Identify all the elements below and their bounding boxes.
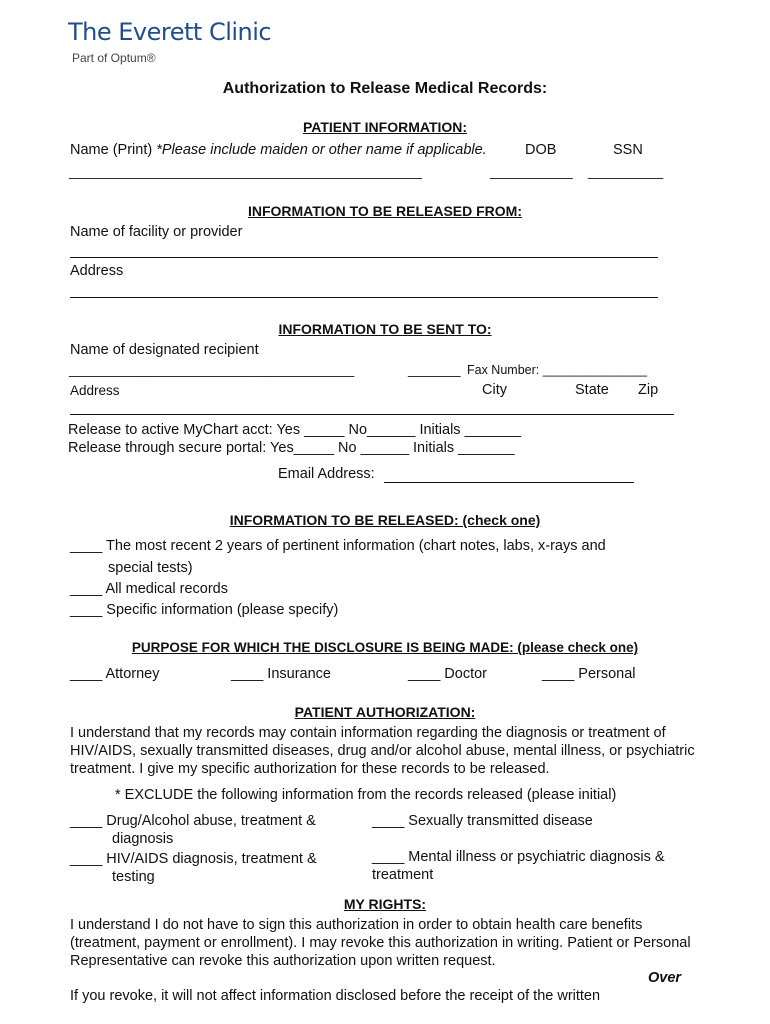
my-rights-paragraph: I understand I do not have to sign this authorization in order to obtain health care benefits (treatment, payment or enrollment). I may revoke this authorization in writing. Patient or Personal Representative can revoke this authorization upon written request. [70,917,691,969]
purpose-heading: PURPOSE FOR WHICH THE DISCLOSURE IS BEING MADE: (please check one) [131,640,639,655]
option-recent-records[interactable]: ____ The most recent 2 years of pertinent information (chart notes, labs, x-rays and [70,538,606,554]
dob-line[interactable]: ___________ [490,164,573,179]
exclude-mental-illness[interactable]: ____ Mental illness or psychiatric diagnosis & [372,849,665,865]
info-released-heading: INFORMATION TO BE RELEASED: (check one) [229,512,541,528]
option-specific-info[interactable]: ____ Specific information (please specify) [70,602,339,618]
mychart-release-option[interactable]: Release to active MyChart acct: Yes _____ No______ Initials _______ [68,422,522,438]
clinic-logo: The Everett Clinic [68,18,272,46]
name-line[interactable]: _______________________________________________ [69,164,422,179]
exclude-drug-alcohol-cont: diagnosis [112,831,174,847]
zip-label: Zip [638,382,659,398]
exclude-mental-illness-cont: treatment [372,867,434,883]
exclude-drug-alcohol[interactable]: ____ Drug/Alcohol abuse, treatment & [70,813,316,829]
dob-label: DOB [525,142,557,158]
ssn-label: SSN [613,142,643,158]
email-label: Email Address: [278,466,375,482]
option-all-records[interactable]: ____ All medical records [70,581,228,597]
from-address-line[interactable] [70,297,658,298]
fax-number-label: Fax Number: _______________ [467,363,647,377]
page-title: Authorization to Release Medical Records: [222,80,548,97]
authorization-paragraph: I understand that my records may contain information regarding the diagnosis or treatment of HIV/AIDS, sexually transmitted diseases, drug and/or alcohol abuse, mental illness, or psychiatric treatment. I give my specific authorization for these records to be released. [70,725,695,777]
from-address-label: Address [70,263,124,279]
exclude-std[interactable]: ____ Sexually transmitted disease [372,813,593,829]
exclude-instructions: * EXCLUDE the following information from the records released (please initial) [115,787,617,803]
facility-line[interactable] [70,257,658,258]
city-label: City [482,382,507,398]
sent-to-heading: INFORMATION TO BE SENT TO: [278,321,492,337]
released-from-heading: INFORMATION TO BE RELEASED FROM: [247,203,523,219]
patient-info-heading: PATIENT INFORMATION: [302,119,468,135]
purpose-insurance[interactable]: ____ Insurance [231,666,331,682]
my-rights-heading: MY RIGHTS: [343,896,427,912]
clinic-logo-subtitle: Part of Optum® [72,51,156,65]
recipient-line[interactable]: ______________________________________ [69,362,355,377]
email-line[interactable] [384,482,634,483]
purpose-personal[interactable]: ____ Personal [542,666,636,682]
portal-release-option[interactable]: Release through secure portal: Yes_____ No ______ Initials _______ [68,440,515,456]
option-recent-records-cont: special tests) [108,560,193,576]
facility-label: Name of facility or provider [70,224,243,240]
purpose-attorney[interactable]: ____ Attorney [70,666,160,682]
exclude-hiv-aids-cont: testing [112,869,155,885]
revoke-text: If you revoke, it will not affect information disclosed before the receipt of the written [70,988,601,1004]
ssn-line[interactable]: __________ [588,164,664,179]
recipient-line-2[interactable]: _______ [408,362,461,377]
purpose-doctor[interactable]: ____ Doctor [408,666,487,682]
state-label: State [575,382,609,398]
exclude-hiv-aids[interactable]: ____ HIV/AIDS diagnosis, treatment & [70,851,317,867]
recipient-label: Name of designated recipient [70,342,259,358]
authorization-heading: PATIENT AUTHORIZATION: [294,704,476,720]
to-address-line[interactable] [70,414,674,415]
name-field-label: Name (Print) *Please include maiden or other name if applicable. [70,142,487,158]
over-indicator: Over [648,970,682,986]
name-note: *Please include maiden or other name if applicable. [156,142,487,158]
to-address-label: Address [70,383,120,398]
